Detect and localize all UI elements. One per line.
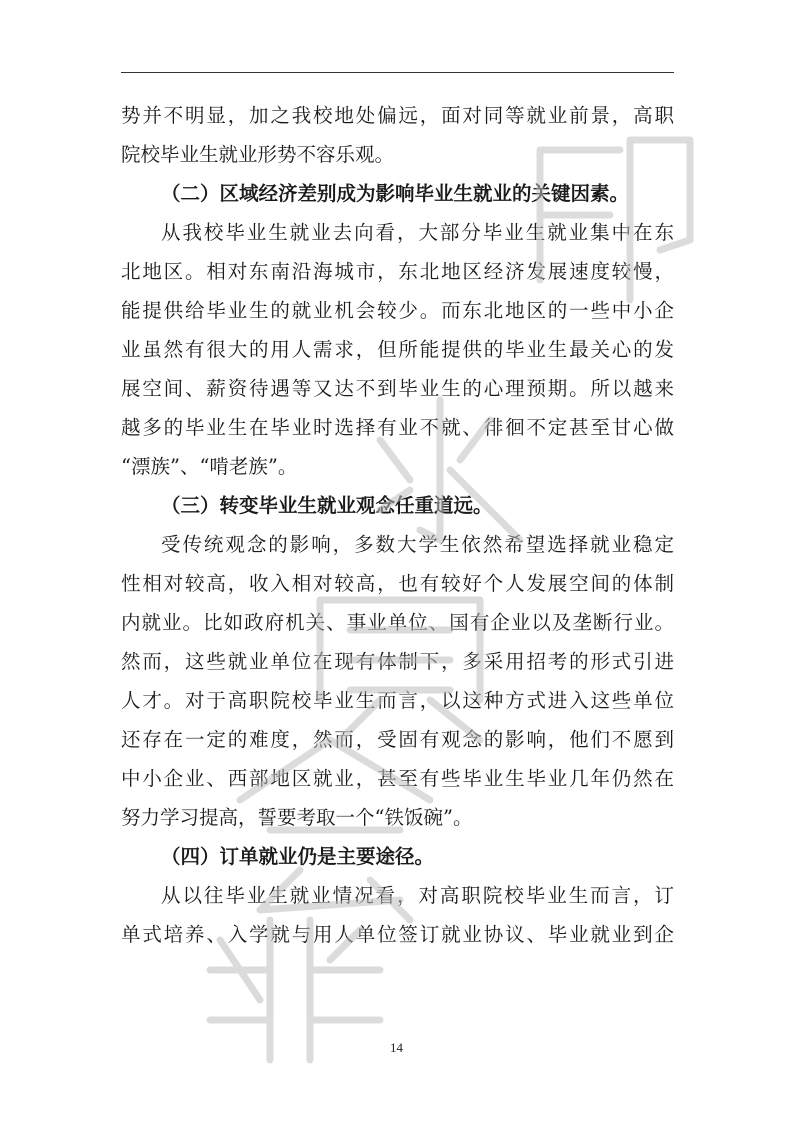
body-line: “漂族”、“啃老族”。 [121,455,298,478]
body-line: 还存在一定的难度，然而，受固有观念的影响，他们不愿到 [121,728,674,751]
body-line: 能提供给毕业生的就业机会较少。而东北地区的一些中小企 [121,299,674,322]
body-line: 努力学习提高，誓要考取一个“铁饭碗”。 [121,806,473,829]
body-line: 然而，这些就业单位在现有体制下，多采用招考的形式引进 [121,650,674,673]
body-line: 从以往毕业生就业情况看，对高职院校毕业生而言，订 [161,884,674,907]
header-rule [121,72,674,73]
body-line: 单式培养、入学就与用人单位签订就业协议、毕业就业到企 [121,923,674,946]
body-line: 从我校毕业生就业去向看，大部分毕业生就业集中在东 [161,221,674,244]
body-line: 人才。对于高职院校毕业生而言，以这种方式进入这些单位 [121,689,674,712]
section-heading: （二）区域经济差别成为影响毕业生就业的关键因素。 [161,182,630,205]
page-number: 14 [390,1040,403,1055]
body-line: 中小企业、西部地区就业，甚至有些毕业生毕业几年仍然在 [121,767,674,790]
section-heading: （四）订单就业仍是主要途径。 [161,845,435,868]
body-line: 院校毕业生就业形势不容乐观。 [121,143,395,166]
body-line: 受传统观念的影响，多数大学生依然希望选择就业稳定 [161,533,674,556]
body-line: 展空间、薪资待遇等又达不到毕业生的心理预期。所以越来 [121,377,674,400]
body-line: 内就业。比如政府机关、事业单位、国有企业以及垄断行业。 [121,611,674,634]
body-line: 性相对较高，收入相对较高，也有较好个人发展空间的体制 [121,572,674,595]
section-heading: （三）转变毕业生就业观念任重道远。 [161,494,493,517]
body-line: 势并不明显，加之我校地处偏远，面对同等就业前景，高职 [121,104,674,127]
body-line: 越多的毕业生在毕业时选择有业不就、徘徊不定甚至甘心做 [121,416,674,439]
document-body [121,96,674,954]
body-line: 业虽然有很大的用人需求，但所能提供的毕业生最关心的发 [121,338,674,361]
body-line: 北地区。相对东南沿海城市，东北地区经济发展速度较慢， [121,260,674,283]
